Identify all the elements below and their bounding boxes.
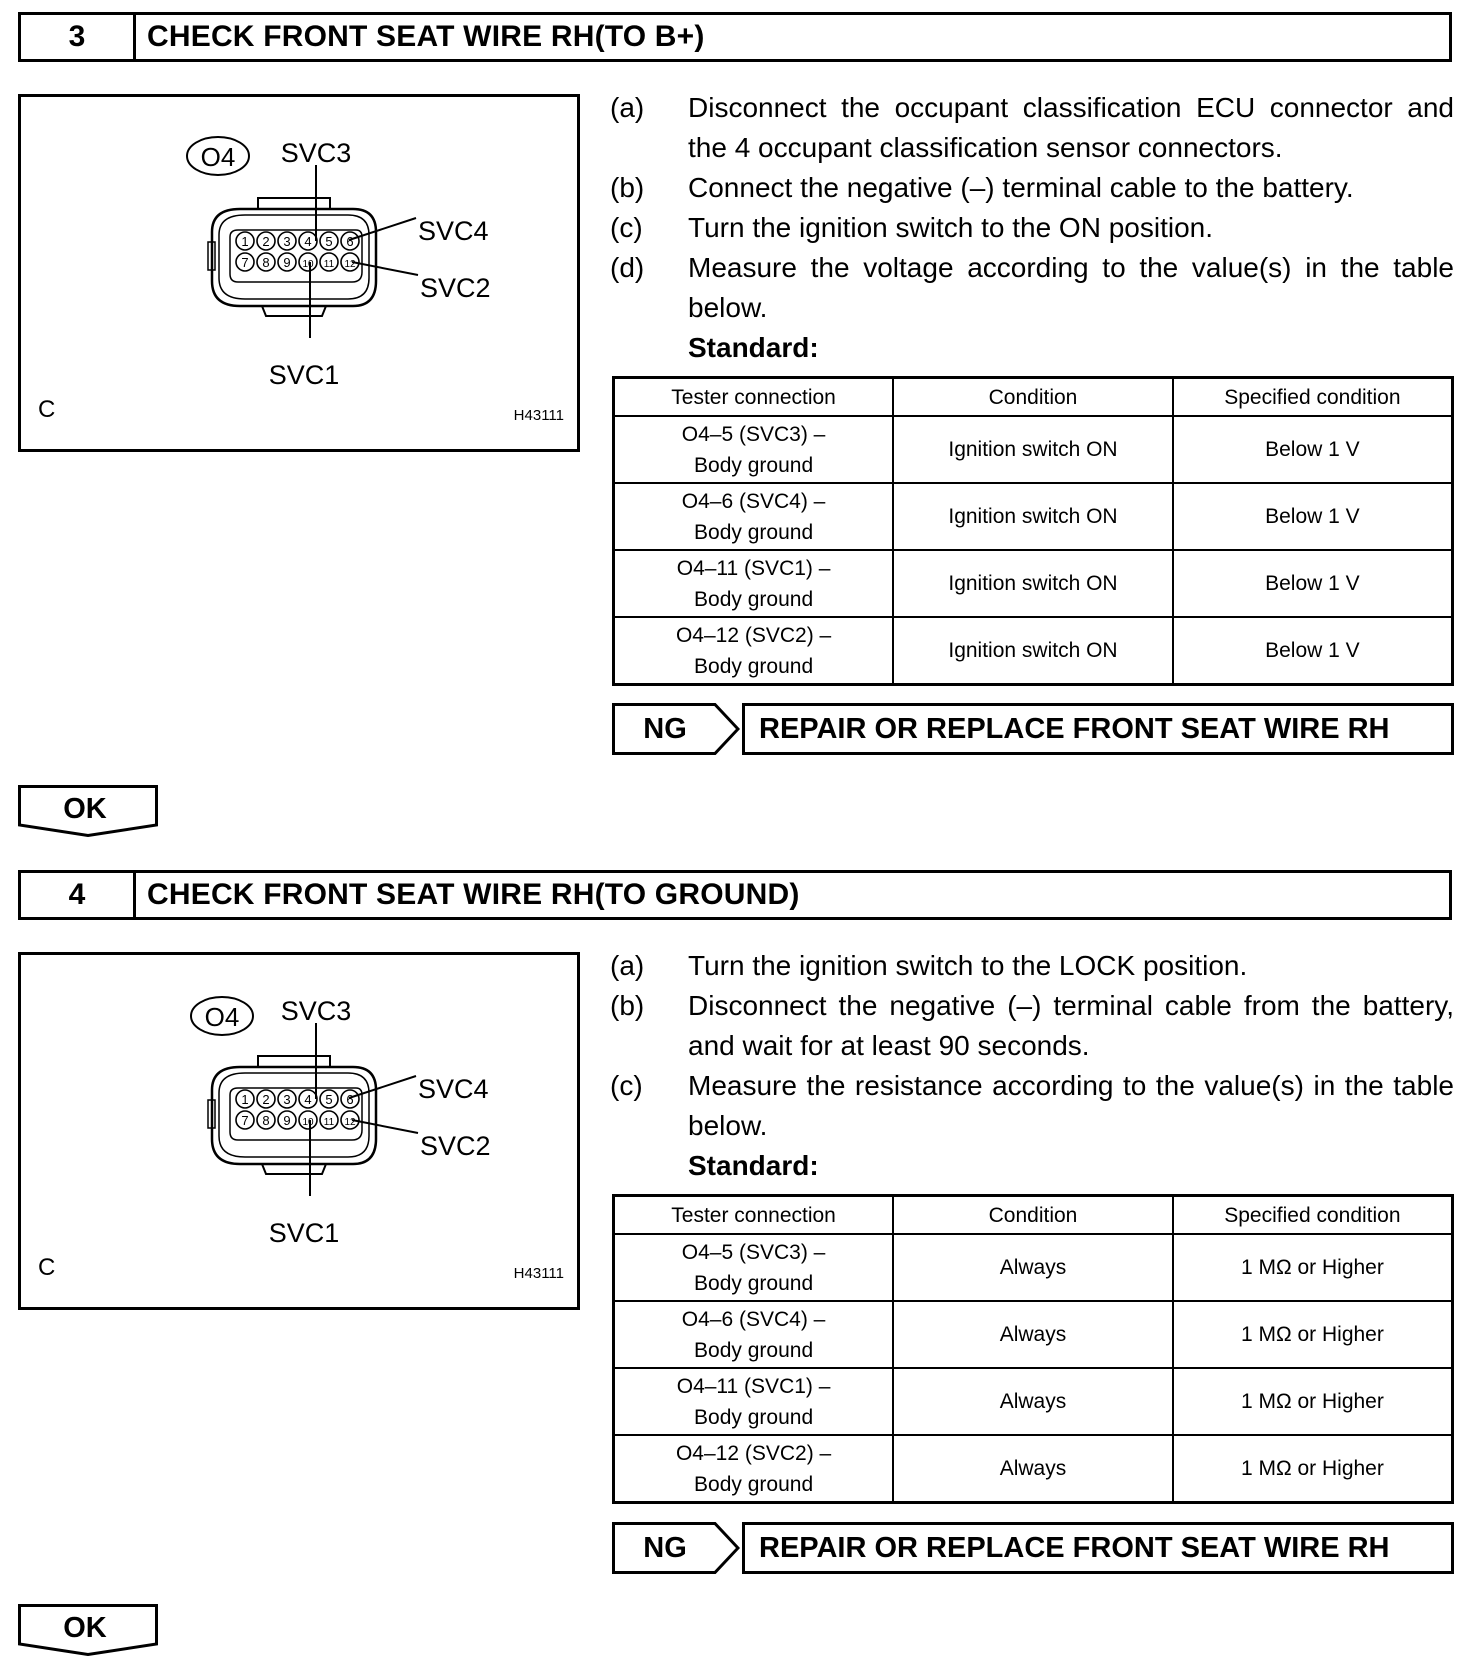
instruction-text: Turn the ignition switch to the ON position. bbox=[688, 212, 1213, 243]
cell-tester-connection: O4–6 (SVC4) – Body ground bbox=[614, 483, 894, 550]
header-tester-connection: Tester connection bbox=[614, 1196, 894, 1235]
pin-number: 6 bbox=[346, 234, 354, 249]
step-3-header bbox=[18, 12, 1452, 62]
connector-pins-top bbox=[236, 1090, 359, 1108]
instruction-text: Connect the negative (–) terminal cable to the battery. bbox=[688, 172, 1354, 203]
pin-number: 7 bbox=[241, 1113, 249, 1128]
header-specified-condition: Specified condition bbox=[1173, 378, 1453, 417]
pin-number: 1 bbox=[241, 234, 249, 249]
label-svc2: SVC2 bbox=[420, 1131, 491, 1161]
corner-letter: C bbox=[38, 1254, 56, 1281]
cell-condition: Ignition switch ON bbox=[893, 617, 1173, 685]
cell-condition: Always bbox=[893, 1435, 1173, 1503]
pin-number: 9 bbox=[283, 255, 291, 270]
cell-tester-connection: O4–12 (SVC2) – Body ground bbox=[614, 617, 894, 685]
ng-action-box: REPAIR OR REPLACE FRONT SEAT WIRE RH bbox=[742, 1522, 1454, 1574]
table-row bbox=[614, 550, 1453, 617]
header-condition: Condition bbox=[893, 378, 1173, 417]
svc4-leader bbox=[349, 1076, 416, 1098]
pin-number: 3 bbox=[283, 1092, 291, 1107]
pin-number: 1 bbox=[241, 1092, 249, 1107]
instruction-text: Disconnect the negative (–) terminal cable from the battery, and wait for at least 90 seconds. bbox=[688, 990, 1454, 1061]
table-row bbox=[614, 1435, 1453, 1503]
pin-number: 8 bbox=[262, 1113, 270, 1128]
cell-tester-connection: O4–5 (SVC3) – Body ground bbox=[614, 1234, 894, 1301]
label-svc2: SVC2 bbox=[420, 273, 491, 303]
standard-label: Standard: bbox=[688, 1150, 819, 1181]
cell-condition: Ignition switch ON bbox=[893, 483, 1173, 550]
pin-number: 10 bbox=[302, 1117, 314, 1128]
cell-specified: Below 1 V bbox=[1173, 617, 1453, 685]
corner-letter: C bbox=[38, 396, 56, 423]
cell-condition: Ignition switch ON bbox=[893, 550, 1173, 617]
cell-condition: Ignition switch ON bbox=[893, 416, 1173, 483]
header-condition: Condition bbox=[893, 1196, 1173, 1235]
pin-number: 11 bbox=[323, 259, 335, 270]
pin-number: 8 bbox=[262, 255, 270, 270]
step-4-header bbox=[18, 870, 1452, 920]
cell-specified: 1 MΩ or Higher bbox=[1173, 1234, 1453, 1301]
cell-tester-connection: O4–11 (SVC1) – Body ground bbox=[614, 1368, 894, 1435]
table-row bbox=[614, 1301, 1453, 1368]
instruction-marker: (a) bbox=[610, 92, 645, 123]
table-row bbox=[614, 617, 1453, 685]
pin-number: 10 bbox=[302, 259, 314, 270]
instruction-item bbox=[610, 946, 1454, 986]
cell-tester-connection: O4–12 (SVC2) – Body ground bbox=[614, 1435, 894, 1503]
header-tester-connection: Tester connection bbox=[614, 378, 894, 417]
cell-specified: Below 1 V bbox=[1173, 550, 1453, 617]
pin-number: 12 bbox=[344, 259, 356, 270]
ng-action-box: REPAIR OR REPLACE FRONT SEAT WIRE RH bbox=[742, 703, 1454, 755]
connector-pins-bottom bbox=[236, 253, 359, 271]
cell-tester-connection: O4–11 (SVC1) – Body ground bbox=[614, 550, 894, 617]
instruction-item bbox=[610, 208, 1454, 248]
header-specified-condition: Specified condition bbox=[1173, 1196, 1453, 1235]
pin-number: 11 bbox=[323, 1117, 335, 1128]
instruction-text: Measure the resistance according to the value(s) in the table below. bbox=[688, 1070, 1454, 1141]
label-svc4: SVC4 bbox=[418, 216, 489, 246]
ng-label: NG bbox=[643, 712, 687, 745]
standard-label: Standard: bbox=[688, 332, 819, 363]
table-header-row bbox=[614, 1196, 1453, 1235]
pin-number: 12 bbox=[344, 1117, 356, 1128]
label-svc4: SVC4 bbox=[418, 1074, 489, 1104]
step-number: 3 bbox=[21, 15, 136, 59]
cell-tester-connection: O4–5 (SVC3) – Body ground bbox=[614, 416, 894, 483]
cell-specified: 1 MΩ or Higher bbox=[1173, 1301, 1453, 1368]
pin-number: 9 bbox=[283, 1113, 291, 1128]
connector-diagram bbox=[18, 94, 580, 452]
pin-number: 4 bbox=[304, 234, 312, 249]
pin-number: 5 bbox=[325, 234, 333, 249]
connector-pins-bottom bbox=[236, 1111, 359, 1129]
instruction-item bbox=[610, 88, 1454, 168]
step-4-spec-table bbox=[612, 1194, 1454, 1504]
label-svc1: SVC1 bbox=[268, 1218, 340, 1248]
table-row bbox=[614, 416, 1453, 483]
label-svc1: SVC1 bbox=[268, 360, 340, 390]
table-row bbox=[614, 483, 1453, 550]
pin-number: 2 bbox=[262, 234, 270, 249]
instruction-text: Measure the voltage according to the value(s) in the table below. bbox=[688, 252, 1454, 323]
step-number: 4 bbox=[21, 873, 136, 917]
instruction-marker: (b) bbox=[610, 172, 645, 203]
label-svc3: SVC3 bbox=[280, 138, 352, 168]
cell-condition: Always bbox=[893, 1301, 1173, 1368]
cell-specified: Below 1 V bbox=[1173, 416, 1453, 483]
figure-code: H43111 bbox=[513, 407, 564, 424]
step-title: CHECK FRONT SEAT WIRE RH(TO B+) bbox=[147, 20, 705, 53]
table-row bbox=[614, 1234, 1453, 1301]
connector-diagram bbox=[18, 952, 580, 1310]
connector-id-label: O4 bbox=[204, 1002, 240, 1032]
ng-label: NG bbox=[643, 1531, 687, 1564]
instruction-text: Turn the ignition switch to the LOCK position. bbox=[688, 950, 1248, 981]
instruction-marker: (b) bbox=[610, 990, 645, 1021]
cell-specified: Below 1 V bbox=[1173, 483, 1453, 550]
ok-label: OK bbox=[63, 792, 107, 825]
instruction-marker: (c) bbox=[610, 1070, 643, 1101]
table-header-row bbox=[614, 378, 1453, 417]
cell-condition: Always bbox=[893, 1368, 1173, 1435]
instruction-item bbox=[610, 986, 1454, 1066]
cell-specified: 1 MΩ or Higher bbox=[1173, 1368, 1453, 1435]
instruction-text: Disconnect the occupant classification ECU connector and the 4 occupant classification sensor connectors. bbox=[688, 92, 1454, 163]
step-3-spec-table bbox=[612, 376, 1454, 686]
instruction-marker: (a) bbox=[610, 950, 645, 981]
connector-pins-top bbox=[236, 232, 359, 250]
label-svc3: SVC3 bbox=[280, 996, 352, 1026]
pin-number: 6 bbox=[346, 1092, 354, 1107]
instruction-item bbox=[610, 168, 1454, 208]
step-3-instructions bbox=[610, 88, 1454, 368]
instruction-item bbox=[610, 248, 1454, 328]
step-title: CHECK FRONT SEAT WIRE RH(TO GROUND) bbox=[147, 878, 800, 911]
ok-label: OK bbox=[63, 1611, 107, 1644]
cell-condition: Always bbox=[893, 1234, 1173, 1301]
cell-specified: 1 MΩ or Higher bbox=[1173, 1435, 1453, 1503]
instruction-item bbox=[610, 1066, 1454, 1146]
pin-number: 4 bbox=[304, 1092, 312, 1107]
instruction-marker: (d) bbox=[610, 252, 645, 283]
instruction-marker: (c) bbox=[610, 212, 643, 243]
pin-number: 2 bbox=[262, 1092, 270, 1107]
connector-id-label: O4 bbox=[200, 142, 236, 172]
step-4-instructions bbox=[610, 946, 1454, 1186]
cell-tester-connection: O4–6 (SVC4) – Body ground bbox=[614, 1301, 894, 1368]
pin-number: 3 bbox=[283, 234, 291, 249]
pin-number: 5 bbox=[325, 1092, 333, 1107]
figure-code: H43111 bbox=[513, 1265, 564, 1282]
table-row bbox=[614, 1368, 1453, 1435]
svc4-leader bbox=[349, 218, 416, 240]
pin-number: 7 bbox=[241, 255, 249, 270]
